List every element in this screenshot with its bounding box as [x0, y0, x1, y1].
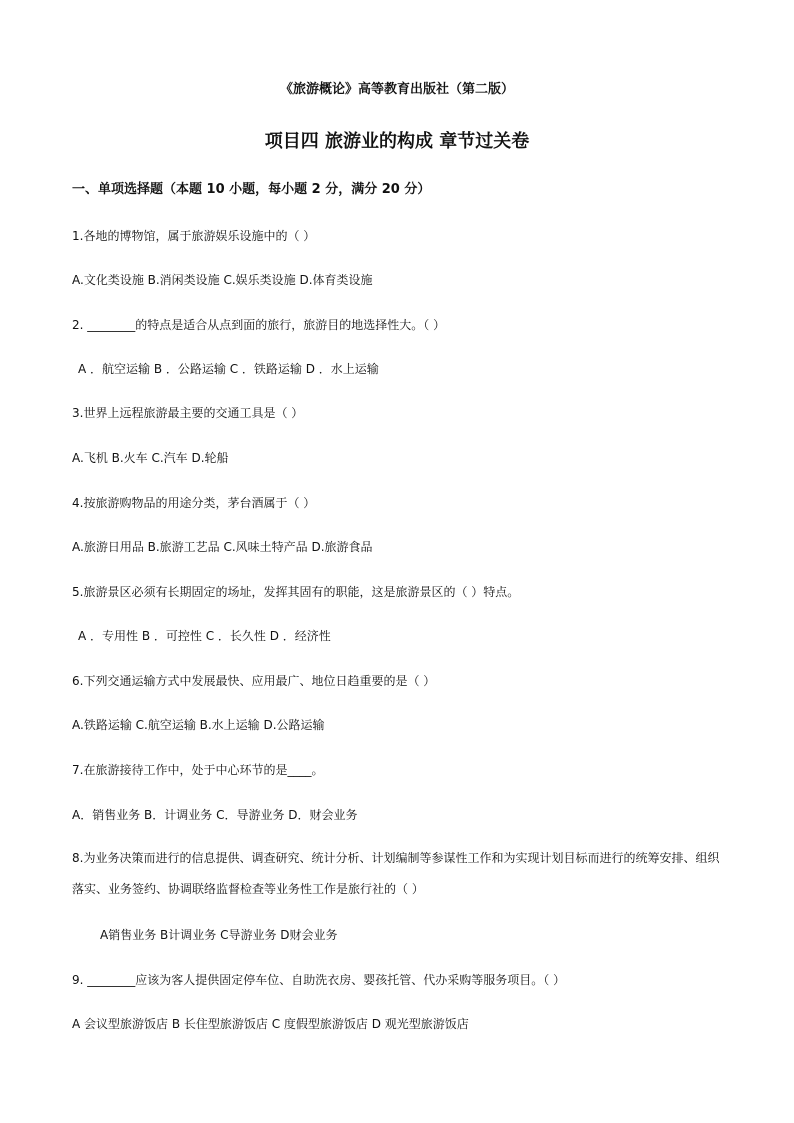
question-1-options: A.文化类设施 B.消闲类设施 C.娱乐类设施 D.体育类设施: [72, 273, 373, 287]
question-5: 5.旅游景区必须有长期固定的场址，发挥其固有的职能，这是旅游景区的（ ）特点。: [72, 585, 520, 599]
question-4-options: A.旅游日用品 B.旅游工艺品 C.风味土特产品 D.旅游食品: [72, 540, 373, 554]
question-8: 8.为业务决策而进行的信息提供、调查研究、统计分析、计划编制等参谋性工作和为实现计划目标而进行的统筹安排、组织落实、业务签约、协调联络监督检查等业务性工作是旅行社的（ ）: [72, 851, 720, 896]
document-title: 项目四 旅游业的构成 章节过关卷: [264, 131, 530, 152]
question-5-options: A ．专用性 B ．可控性 C ．长久性 D ．经济性: [78, 629, 331, 643]
question-2: 2. ________的特点是适合从点到面的旅行，旅游目的地选择性大。（ ）: [72, 318, 446, 332]
question-8-options: A销售业务 B计调业务 C导游业务 D财会业务: [100, 928, 338, 942]
question-1: 1.各地的博物馆，属于旅游娱乐设施中的（ ）: [72, 229, 316, 243]
question-7-options: A．销售业务 B．计调业务 C．导游业务 D．财会业务: [72, 808, 358, 822]
section-heading: 一、单项选择题（本题 10 小题，每小题 2 分，满分 20 分）: [72, 182, 431, 197]
question-9: 9. ________应该为客人提供固定停车位、自助洗衣房、婴孩托管、代办采购等服务项目。（ ）: [72, 973, 566, 987]
question-6-options: A.铁路运输 C.航空运输 B.水上运输 D.公路运输: [72, 718, 325, 732]
question-6: 6.下列交通运输方式中发展最快、应用最广、地位日趋重要的是（ ）: [72, 674, 436, 688]
question-3-options: A.飞机 B.火车 C.汽车 D.轮船: [72, 451, 229, 465]
question-3: 3.世界上远程旅游最主要的交通工具是（ ）: [72, 406, 304, 420]
question-4: 4.按旅游购物品的用途分类，茅台酒属于（ ）: [72, 496, 316, 510]
question-7: 7.在旅游接待工作中，处于中心环节的是____。: [72, 763, 324, 777]
question-9-options: A 会议型旅游饭店 B 长住型旅游饭店 C 度假型旅游饭店 D 观光型旅游饭店: [72, 1017, 469, 1031]
question-2-options: A ．航空运输 B ．公路运输 C ．铁路运输 D ．水上运输: [78, 362, 379, 376]
document-subtitle: 《旅游概论》高等教育出版社（第二版）: [279, 82, 514, 97]
